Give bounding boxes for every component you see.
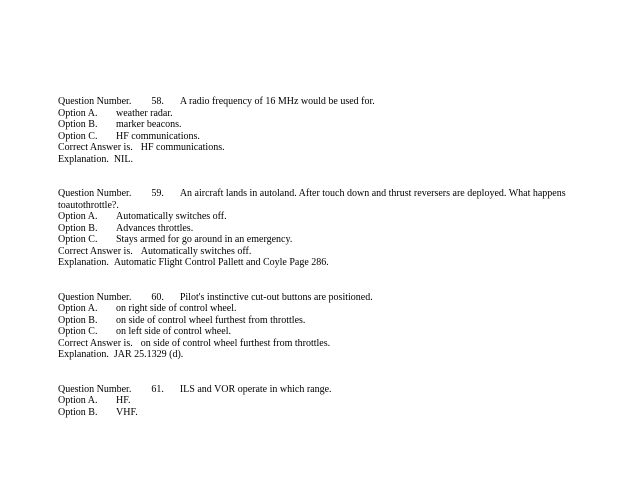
question-number-label: Question Number. — [58, 383, 132, 395]
option-b — [58, 119, 598, 131]
question-line — [58, 188, 598, 211]
option-b — [58, 315, 598, 327]
option-a — [58, 395, 598, 407]
explanation — [58, 257, 598, 269]
correct-answer — [58, 142, 598, 154]
option-label: Option C. — [58, 234, 98, 245]
option-c — [58, 326, 598, 338]
document-page — [58, 96, 598, 441]
question-line — [58, 96, 598, 108]
question-61 — [58, 384, 598, 419]
explanation-text: JAR 25.1329 (d). — [113, 349, 184, 360]
question-text: An aircraft lands in autoland. After touch down and thrust reversers are deployed. What happens toautothrottle?. — [58, 188, 566, 211]
option-a — [58, 211, 598, 223]
option-label: Option A. — [58, 211, 98, 222]
question-number: 61. — [151, 383, 164, 395]
option-text: Automatically switches off. — [116, 211, 227, 222]
option-label: Option C. — [58, 326, 98, 337]
option-label: Option B. — [58, 119, 98, 130]
explanation — [58, 349, 598, 361]
question-line — [58, 292, 598, 304]
question-number-label: Question Number. — [58, 188, 132, 199]
question-number: 59. — [151, 188, 164, 199]
option-label: Option B. — [58, 406, 98, 418]
question-number-label: Question Number. — [58, 291, 132, 303]
answer-label: Correct Answer is. — [58, 337, 133, 349]
question-number-label: Question Number. — [58, 96, 132, 107]
option-a — [58, 303, 598, 315]
option-text: VHF. — [116, 406, 138, 418]
option-label: Option A. — [58, 303, 98, 314]
question-number: 60. — [151, 291, 164, 303]
option-text: HF communications. — [116, 130, 200, 142]
option-text: Advances throttles. — [116, 222, 194, 234]
option-text: on left side of control wheel. — [116, 326, 231, 337]
explanation-text: Automatic Flight Control Pallett and Coyle Page 286. — [113, 257, 329, 268]
option-b — [58, 223, 598, 235]
option-text: on right side of control wheel. — [116, 303, 237, 314]
option-label: Option C. — [58, 130, 98, 142]
option-c — [58, 131, 598, 143]
correct-answer — [58, 246, 598, 258]
explanation-label: Explanation. — [58, 349, 109, 360]
question-58 — [58, 96, 598, 165]
explanation — [58, 154, 598, 166]
option-text: marker beacons. — [116, 119, 182, 130]
question-59 — [58, 188, 598, 269]
option-label: Option B. — [58, 222, 98, 234]
question-text: A radio frequency of 16 MHz would be used for. — [179, 96, 375, 107]
question-60 — [58, 292, 598, 361]
answer-text: HF communications. — [140, 142, 225, 153]
option-a — [58, 108, 598, 120]
explanation-text: NIL. — [113, 153, 133, 165]
explanation-label: Explanation. — [58, 257, 109, 268]
explanation-label: Explanation. — [58, 153, 109, 165]
option-c — [58, 234, 598, 246]
answer-label: Correct Answer is. — [58, 142, 133, 153]
option-label: Option B. — [58, 314, 98, 326]
question-text: Pilot's instinctive cut-out buttons are positioned. — [179, 291, 373, 303]
answer-label: Correct Answer is. — [58, 245, 133, 257]
answer-text: Automatically switches off. — [140, 245, 252, 257]
correct-answer — [58, 338, 598, 350]
option-text: on side of control wheel furthest from throttles. — [116, 314, 306, 326]
option-text: Stays armed for go around in an emergency. — [116, 234, 293, 245]
answer-text: on side of control wheel furthest from throttles. — [140, 337, 331, 349]
option-text: HF. — [116, 395, 131, 406]
question-line — [58, 384, 598, 396]
option-b — [58, 407, 598, 419]
option-text: weather radar. — [116, 107, 173, 119]
question-text: ILS and VOR operate in which range. — [179, 383, 332, 395]
option-label: Option A. — [58, 395, 98, 406]
question-number: 58. — [151, 96, 164, 107]
option-label: Option A. — [58, 107, 98, 119]
